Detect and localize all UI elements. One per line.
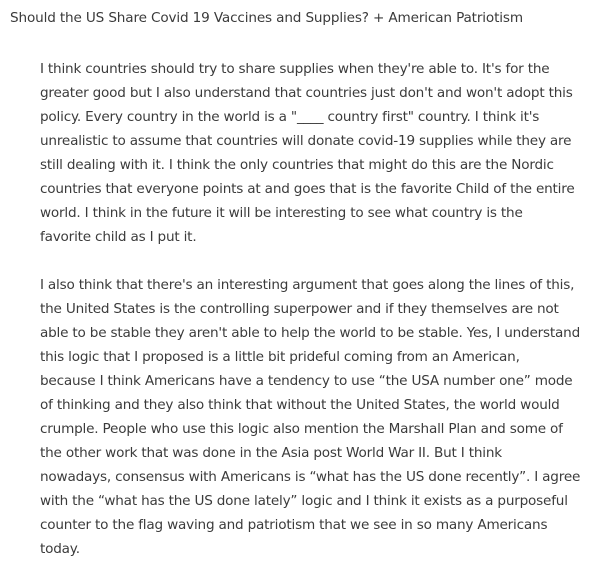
paragraph-2-line-9: nowadays, consensus with Americans is “what has the US done recently”. I agree [40,469,581,485]
paragraph-1-line-3: policy. Every country in the world is a "____ country first" country. I think it's [40,109,540,125]
paragraph-2-line-8: the other work that was done in the Asia post World War II. But I think [40,445,502,461]
paragraph-2-line-10: with the “what has the US done lately” logic and I think it exists as a purposeful [40,493,568,509]
paragraph-2-line-4: this logic that I proposed is a little bit prideful coming from an American, [40,349,520,365]
post-body [40,57,600,561]
paragraph-1-line-7: world. I think in the future it will be interesting to see what country is the [40,205,523,221]
paragraph-2-line-3: able to be stable they aren't able to help the world to be stable. Yes, I understand [40,325,581,341]
paragraph-2-line-1: I also think that there's an interesting argument that goes along the lines of this, [40,277,575,293]
paragraph-1-line-5: still dealing with it. I think the only countries that might do this are the Nordic [40,157,554,173]
paragraph-1-line-4: unrealistic to assume that countries will donate covid-19 supplies while they are [40,133,572,149]
paragraph-2-line-2: the United States is the controlling superpower and if they themselves are not [40,301,559,317]
paragraph-2 [40,273,600,561]
paragraph-1-line-1: I think countries should try to share supplies when they're able to. It's for the [40,61,550,77]
paragraph-1 [40,57,600,249]
paragraph-2-line-12: today. [40,541,80,557]
paragraph-2-line-5: because I think Americans have a tendency to use “the USA number one” mode [40,373,573,389]
paragraph-2-line-6: of thinking and they also think that without the United States, the world would [40,397,560,413]
post-title: Should the US Share Covid 19 Vaccines and Supplies? + American Patriotism [10,10,523,26]
paragraph-2-line-11: counter to the flag waving and patriotism that we see in so many Americans [40,517,548,533]
paragraph-1-line-8: favorite child as I put it. [40,229,197,245]
paragraph-1-line-6: countries that everyone points at and goes that is the favorite Child of the entire [40,181,575,197]
paragraph-2-line-7: crumple. People who use this logic also mention the Marshall Plan and some of [40,421,563,437]
paragraph-1-line-2: greater good but I also understand that countries just don't and won't adopt this [40,85,573,101]
